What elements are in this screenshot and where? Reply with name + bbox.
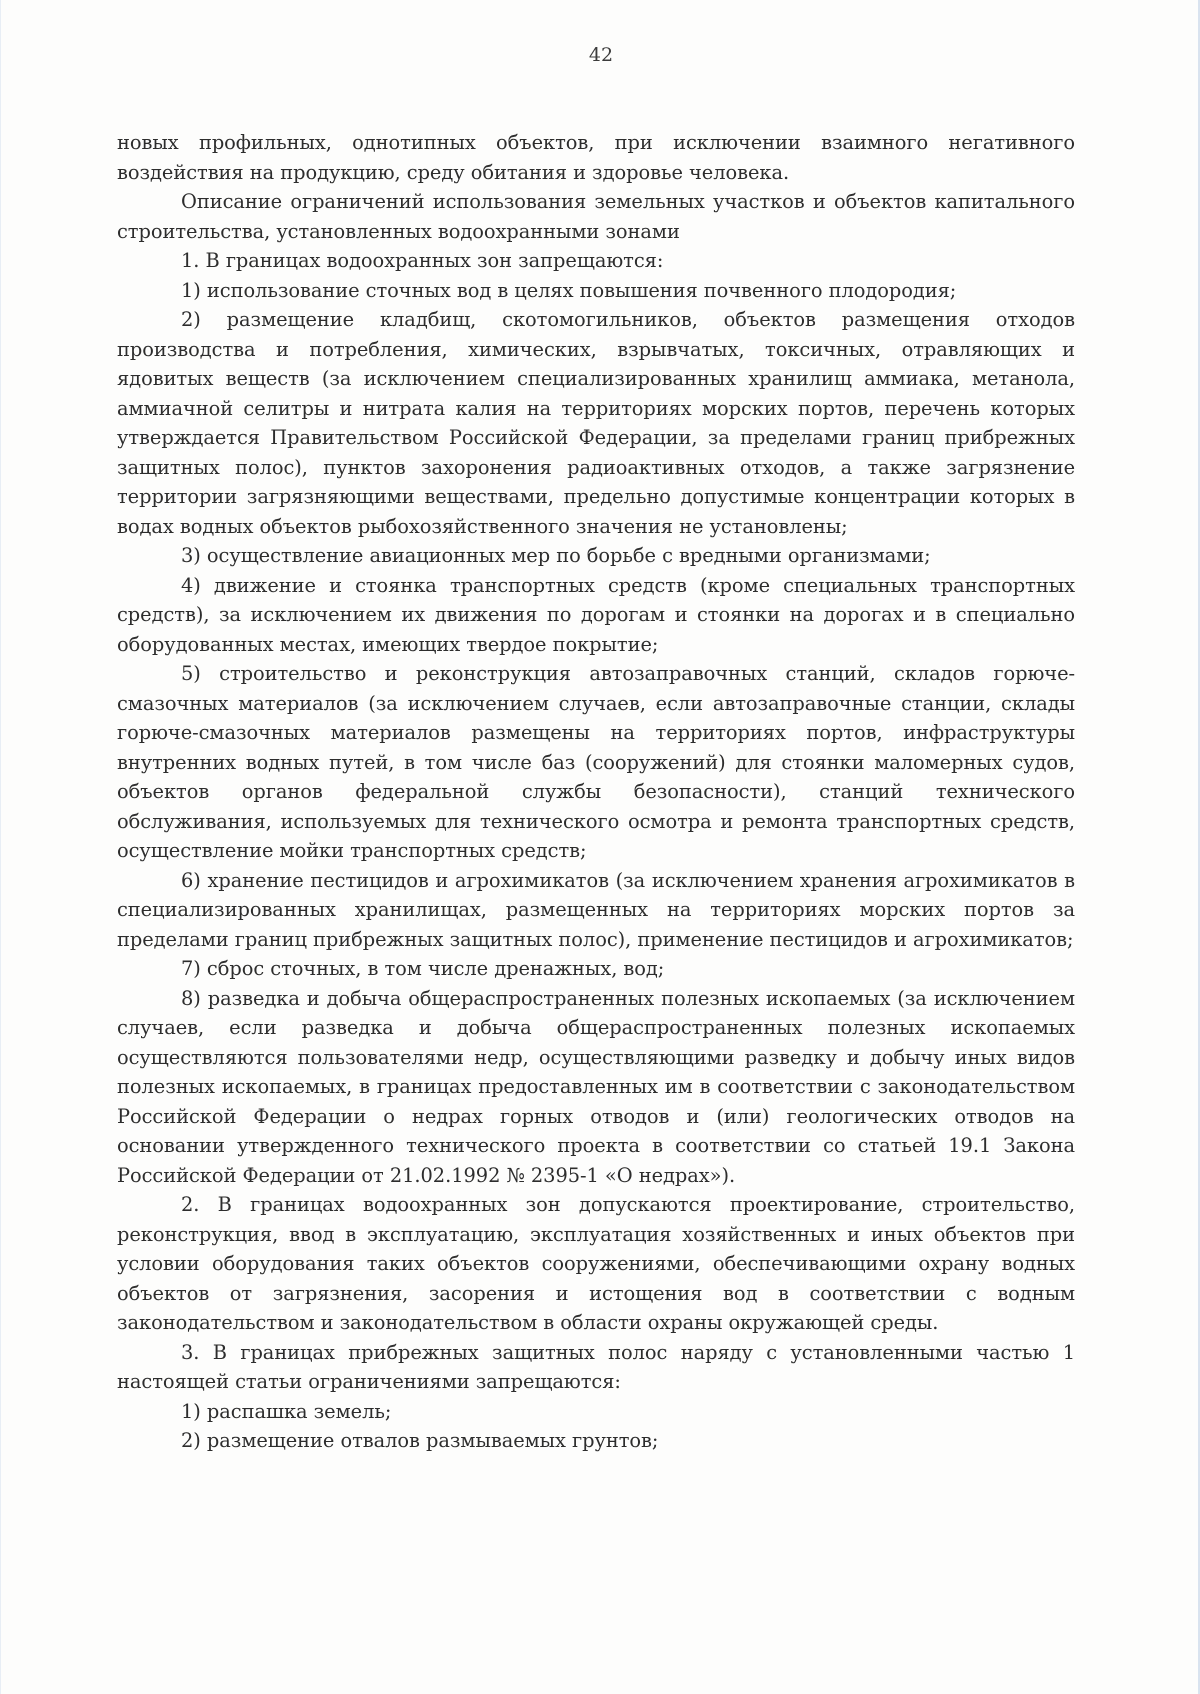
- paragraph-restrictions-heading: Описание ограничений использования земельных участков и объектов капитального строительства, установленных водоохранными зонами: [117, 190, 1075, 243]
- paragraph-subitem-3-1: 1) распашка земель;: [181, 1399, 392, 1423]
- page-number: 42: [588, 44, 614, 66]
- paragraph-subitem-1-5: 5) строительство и реконструкция автозаправочных станций, складов горюче-смазочных материалов (за исключением случаев, если автозаправочные станции, склады горюче-смазочных материалов размещены на территориях портов, инфраструктуры внутренних водных путей, в том числе баз (сооружений) для стоянки маломерных судов, объектов органов федеральной службы безопасности), станций технического обслуживания, используемых для технического осмотра и ремонта транспортных средств, осуществление мойки транспортных средств;: [117, 662, 1075, 862]
- paragraph-item-1: 1. В границах водоохранных зон запрещаются:: [181, 249, 664, 272]
- paragraph-subitem-1-2: 2) размещение кладбищ, скотомогильников, объектов размещения отходов производства и потребления, химических, взрывчатых, токсичных, отравляющих и ядовитых веществ (за исключением специализированных хранилищ аммиака, метанола, аммиачной селитры и нитрата калия на территориях морских портов, перечень которых утверждается Правительством Российской Федерации, за пределами границ прибрежных защитных полос), пунктов захоронения радиоактивных отходов, а также загрязнение территории загрязняющими веществами, предельно допустимые концентрации которых в водах водных объектов рыбохозяйственного значения не установлены;: [117, 308, 1075, 538]
- paragraph-subitem-1-6: 6) хранение пестицидов и агрохимикатов (за исключением хранения агрохимикатов в специализированных хранилищах, размещенных на территориях морских портов за пределами границ прибрежных защитных полос), применение пестицидов и агрохимикатов;: [117, 868, 1075, 951]
- paragraph-continuation: новых профильных, однотипных объектов, при исключении взаимного негативного воздействия на продукцию, среду обитания и здоровье человека.: [117, 131, 1075, 184]
- document-body: [117, 128, 1075, 1456]
- paragraph-subitem-3-2: 2) размещение отвалов размываемых грунтов;: [181, 1429, 659, 1452]
- paragraph-subitem-1-1: 1) использование сточных вод в целях повышения почвенного плодородия;: [181, 278, 957, 302]
- paragraph-item-3: 3. В границах прибрежных защитных полос наряду с установленными частью 1 настоящей статьи ограничениями запрещаются:: [117, 1340, 1075, 1393]
- paragraph-subitem-1-7: 7) сброс сточных, в том числе дренажных, вод;: [181, 957, 665, 980]
- paragraph-subitem-1-4: 4) движение и стоянка транспортных средств (кроме специальных транспортных средств), за исключением их движения по дорогам и стоянки на дорогах и в специально оборудованных местах, имеющих твердое покрытие;: [117, 573, 1075, 656]
- paragraph-subitem-1-8: 8) разведка и добыча общераспространенных полезных ископаемых (за исключением случаев, если разведка и добыча общераспространенных полезных ископаемых осуществляются пользователями недр, осуществляющими разведку и добычу иных видов полезных ископаемых, в границах предоставленных им в соответствии с законодательством Российской Федерации о недрах горных отводов и (или) геологических отводов на основании утвержденного технического проекта в соответствии со статьей 19.1 Закона Российской Федерации от 21.02.1992 № 2395-1 «О недрах»).: [117, 986, 1075, 1187]
- paragraph-subitem-1-3: 3) осуществление авиационных мер по борьбе с вредными организмами;: [181, 544, 931, 567]
- paragraph-item-2: 2. В границах водоохранных зон допускаются проектирование, строительство, реконструкция, ввод в эксплуатацию, эксплуатация хозяйственных и иных объектов при условии оборудования таких объектов сооружениями, обеспечивающими охрану водных объектов от загрязнения, засорения и истощения вод в соответствии с водным законодательством и законодательством в области охраны окружающей среды.: [117, 1193, 1075, 1334]
